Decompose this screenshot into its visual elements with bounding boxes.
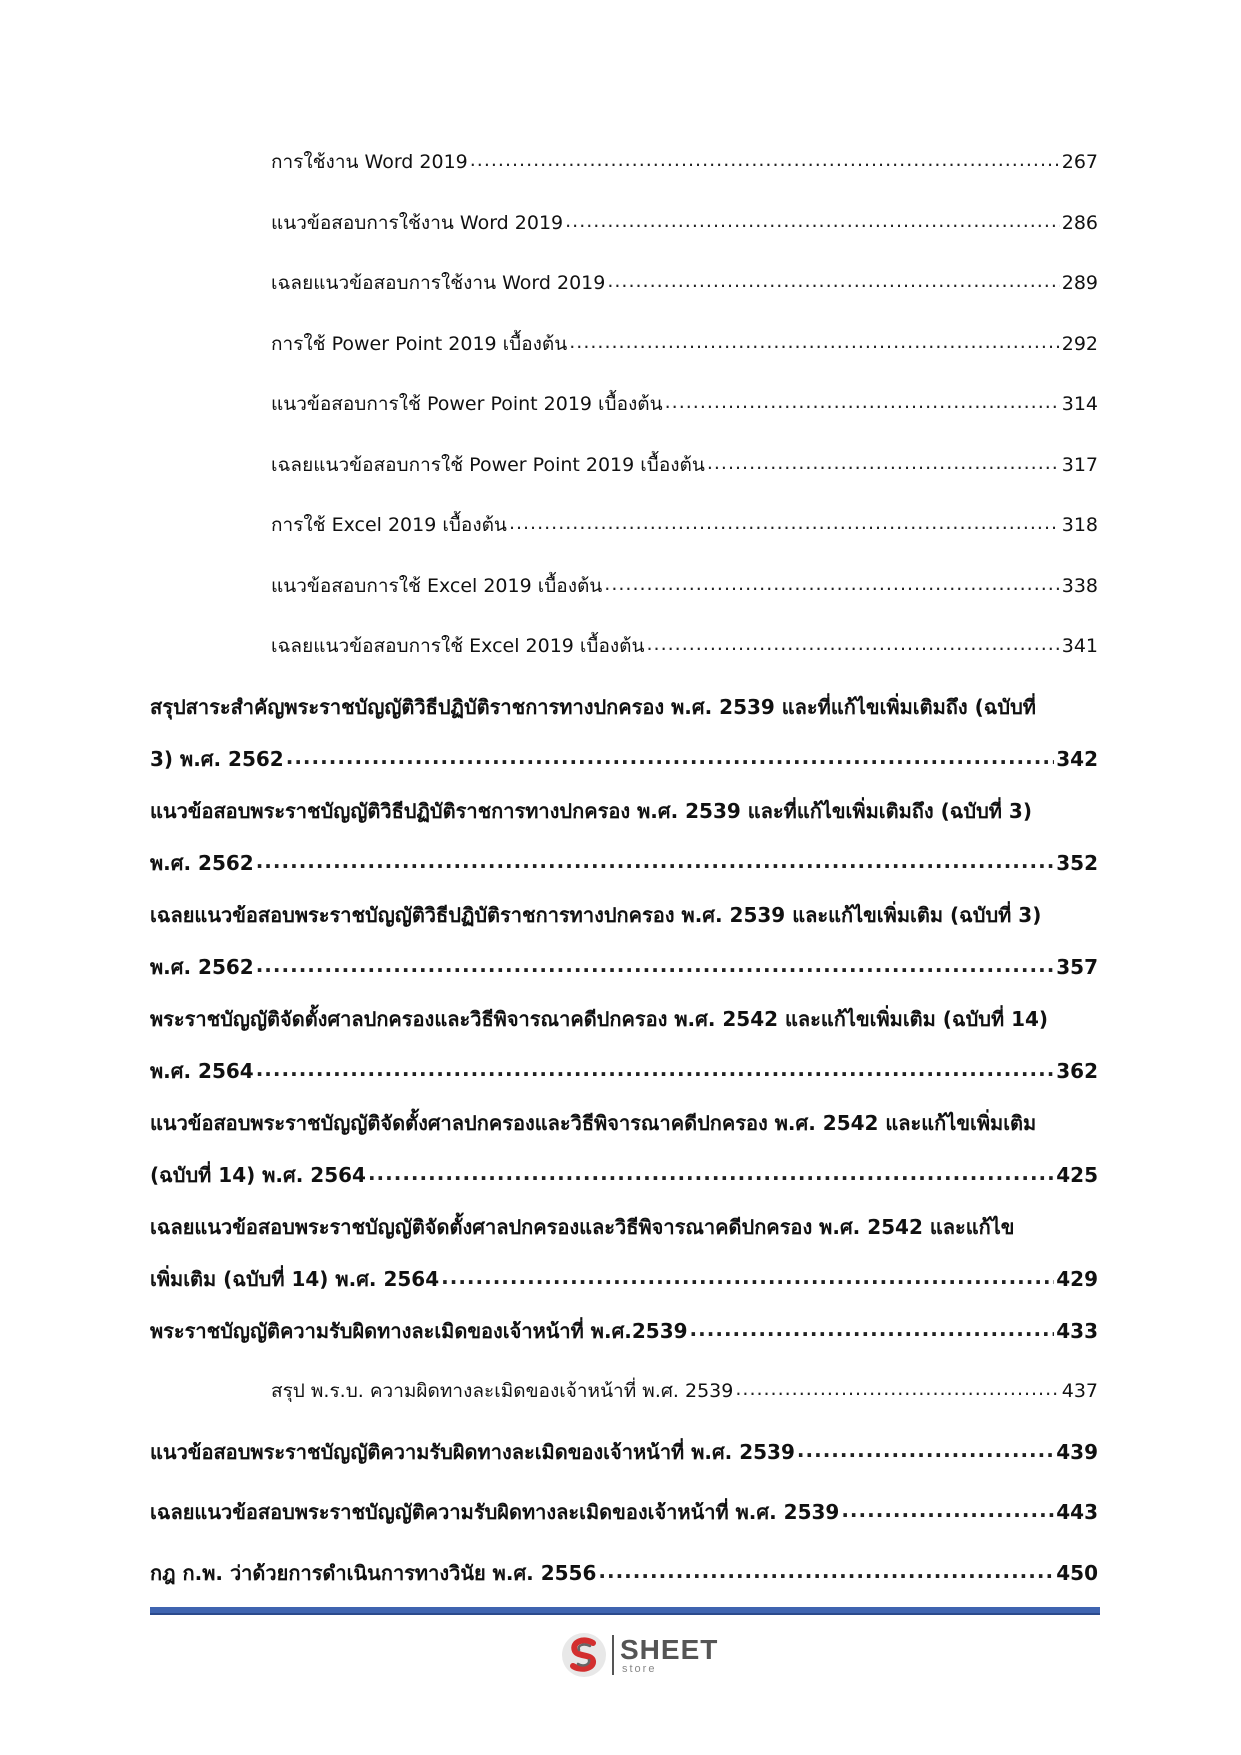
toc-entry-title: พระราชบัญญัติความรับผิดทางละเมิดของเจ้าหน้าที่ พ.ศ.2539 — [150, 1318, 688, 1343]
toc-entry-title: สรุปสาระสำคัญพระราชบัญญัติวิธีปฏิบัติราชการทางปกครอง พ.ศ. 2539 และที่แก้ไขเพิ่มเติมถึง (ฉบับที่ — [150, 694, 1036, 719]
toc-entry-page: 437 — [1061, 1380, 1098, 1402]
toc-entry-title: เฉลยแนวข้อสอบการใช้ Excel 2019 เบื้องต้น — [271, 635, 645, 657]
leader-dots — [647, 632, 1060, 656]
leader-dots — [565, 209, 1060, 233]
toc-entry[interactable] — [150, 1215, 1098, 1319]
toc-entry-page: 286 — [1061, 211, 1098, 234]
toc-entry-page: 342 — [1056, 746, 1098, 771]
toc-entry[interactable] — [150, 1111, 1098, 1215]
toc-entry-page: 352 — [1056, 850, 1098, 875]
toc-entry-page: 443 — [1056, 1500, 1098, 1524]
toc-entry[interactable] — [150, 1007, 1098, 1111]
leader-dots — [797, 1438, 1054, 1462]
leader-dots — [256, 1057, 1055, 1081]
toc-entry-title: แนวข้อสอบการใช้งาน Word 2019 — [271, 211, 564, 234]
toc-entry[interactable] — [150, 1440, 1098, 1501]
toc-entry-title-continued: เพิ่มเติม (ฉบับที่ 14) พ.ศ. 2564 — [150, 1266, 440, 1291]
toc-entry-title: แนวข้อสอบการใช้ Excel 2019 เบื้องต้น — [271, 574, 603, 597]
toc-entry-title-continued: พ.ศ. 2562 — [150, 850, 254, 875]
toc-entry[interactable] — [271, 332, 1098, 393]
toc-entry-title: แนวข้อสอบพระราชบัญญัติจัดตั้งศาลปกครองและวิธีพิจารณาคดีปกครอง พ.ศ. 2542 และแก้ไขเพิ่มเติม — [150, 1110, 1037, 1135]
toc-entry-page: 292 — [1061, 332, 1098, 355]
toc-entry-title: การใช้งาน Word 2019 — [271, 151, 468, 173]
toc-entry[interactable] — [271, 271, 1098, 332]
logo-word: SHEET — [620, 1633, 719, 1665]
toc-entry-page: 317 — [1061, 453, 1098, 476]
toc-entry-page: 439 — [1056, 1439, 1098, 1464]
toc-entry-page: 314 — [1061, 393, 1098, 415]
toc-entry-title-continued: (ฉบับที่ 14) พ.ศ. 2564 — [150, 1162, 366, 1187]
leader-dots — [509, 511, 1060, 535]
toc-entry[interactable] — [271, 513, 1098, 574]
toc-entry[interactable] — [271, 1379, 1098, 1440]
toc-entry[interactable] — [271, 453, 1098, 514]
toc-entry-title: เฉลยแนวข้อสอบพระราชบัญญัติวิธีปฏิบัติราชการทางปกครอง พ.ศ. 2539 และแก้ไขเพิ่มเติม (ฉบับที่ 3) — [150, 902, 1042, 927]
toc-entry-page: 318 — [1061, 514, 1098, 536]
toc-entry-title: เฉลยแนวข้อสอบพระราชบัญญัติจัดตั้งศาลปกครองและวิธีพิจารณาคดีปกครอง พ.ศ. 2542 และแก้ไข — [150, 1214, 1015, 1239]
toc-entry[interactable] — [150, 1319, 1098, 1380]
toc-entry-title: แนวข้อสอบพระราชบัญญัติความรับผิดทางละเมิดของเจ้าหน้าที่ พ.ศ. 2539 — [150, 1439, 795, 1464]
toc-entry-title-continued: พ.ศ. 2564 — [150, 1058, 254, 1083]
toc-entry-title: เฉลยแนวข้อสอบการใช้งาน Word 2019 — [271, 272, 606, 294]
toc-entry-page: 341 — [1061, 635, 1098, 657]
leader-dots — [368, 1161, 1054, 1185]
toc-entry-title-continued: 3) พ.ศ. 2562 — [150, 746, 284, 771]
toc-entry-title: การใช้ Power Point 2019 เบื้องต้น — [271, 332, 568, 355]
leader-dots — [665, 390, 1060, 414]
toc-entry-title: เฉลยแนวข้อสอบการใช้ Power Point 2019 เบื้องต้น — [271, 453, 705, 476]
toc-entry[interactable] — [271, 574, 1098, 635]
leader-dots — [735, 1377, 1059, 1401]
toc-entry-title: สรุป พ.ร.บ. ความผิดทางละเมิดของเจ้าหน้าที่ พ.ศ. 2539 — [271, 1380, 734, 1402]
leader-dots — [470, 148, 1060, 172]
toc-entry-page: 429 — [1056, 1266, 1098, 1291]
toc-entry-title: แนวข้อสอบพระราชบัญญัติวิธีปฏิบัติราชการทางปกครอง พ.ศ. 2539 และที่แก้ไขเพิ่มเติมถึง (ฉบับที่ 3) — [150, 798, 1032, 823]
toc-entry[interactable] — [150, 1500, 1098, 1561]
toc-entry-title: พระราชบัญญัติจัดตั้งศาลปกครองและวิธีพิจารณาคดีปกครอง พ.ศ. 2542 และแก้ไขเพิ่มเติม (ฉบับที่ 14) — [150, 1006, 1049, 1031]
toc-entry-page: 433 — [1056, 1318, 1098, 1343]
footer-rule — [150, 1607, 1100, 1615]
toc-entry[interactable] — [150, 695, 1098, 799]
toc-entry-page: 362 — [1056, 1058, 1098, 1083]
toc-entry[interactable] — [271, 211, 1098, 272]
toc-entry[interactable] — [271, 392, 1098, 453]
leader-dots — [598, 1559, 1054, 1583]
toc-entry-page: 357 — [1056, 954, 1098, 979]
leader-dots — [707, 451, 1060, 475]
toc-entry[interactable] — [150, 799, 1098, 903]
leader-dots — [441, 1265, 1054, 1289]
toc-entry[interactable] — [271, 150, 1098, 211]
toc-entry[interactable] — [271, 634, 1098, 695]
toc-entry-title: การใช้ Excel 2019 เบื้องต้น — [271, 514, 507, 536]
toc-entry[interactable] — [150, 903, 1098, 1007]
leader-dots — [607, 269, 1059, 293]
sheet-store-logo-icon — [560, 1631, 608, 1679]
toc-entry-page: 425 — [1056, 1162, 1098, 1187]
table-of-contents — [150, 150, 1098, 1621]
logo-divider — [612, 1635, 614, 1675]
sheet-store-logo — [560, 1628, 740, 1682]
leader-dots — [569, 330, 1059, 354]
toc-entry-page: 450 — [1056, 1560, 1098, 1585]
toc-entry-title: กฎ ก.พ. ว่าด้วยการดำเนินการทางวินัย พ.ศ. 2556 — [150, 1560, 597, 1585]
leader-dots — [286, 745, 1055, 769]
toc-entry-title: แนวข้อสอบการใช้ Power Point 2019 เบื้องต้น — [271, 393, 663, 415]
toc-entry-page: 338 — [1061, 574, 1098, 597]
toc-entry-page: 289 — [1061, 272, 1098, 294]
toc-entry-title: เฉลยแนวข้อสอบพระราชบัญญัติความรับผิดทางละเมิดของเจ้าหน้าที่ พ.ศ. 2539 — [150, 1500, 840, 1524]
leader-dots — [690, 1317, 1055, 1341]
toc-entry-title-continued: พ.ศ. 2562 — [150, 954, 254, 979]
leader-dots — [256, 849, 1055, 873]
logo-subtext: store — [622, 1662, 657, 1675]
leader-dots — [604, 572, 1059, 596]
toc-entry-page: 267 — [1061, 151, 1098, 173]
leader-dots — [841, 1498, 1054, 1522]
leader-dots — [256, 953, 1055, 977]
